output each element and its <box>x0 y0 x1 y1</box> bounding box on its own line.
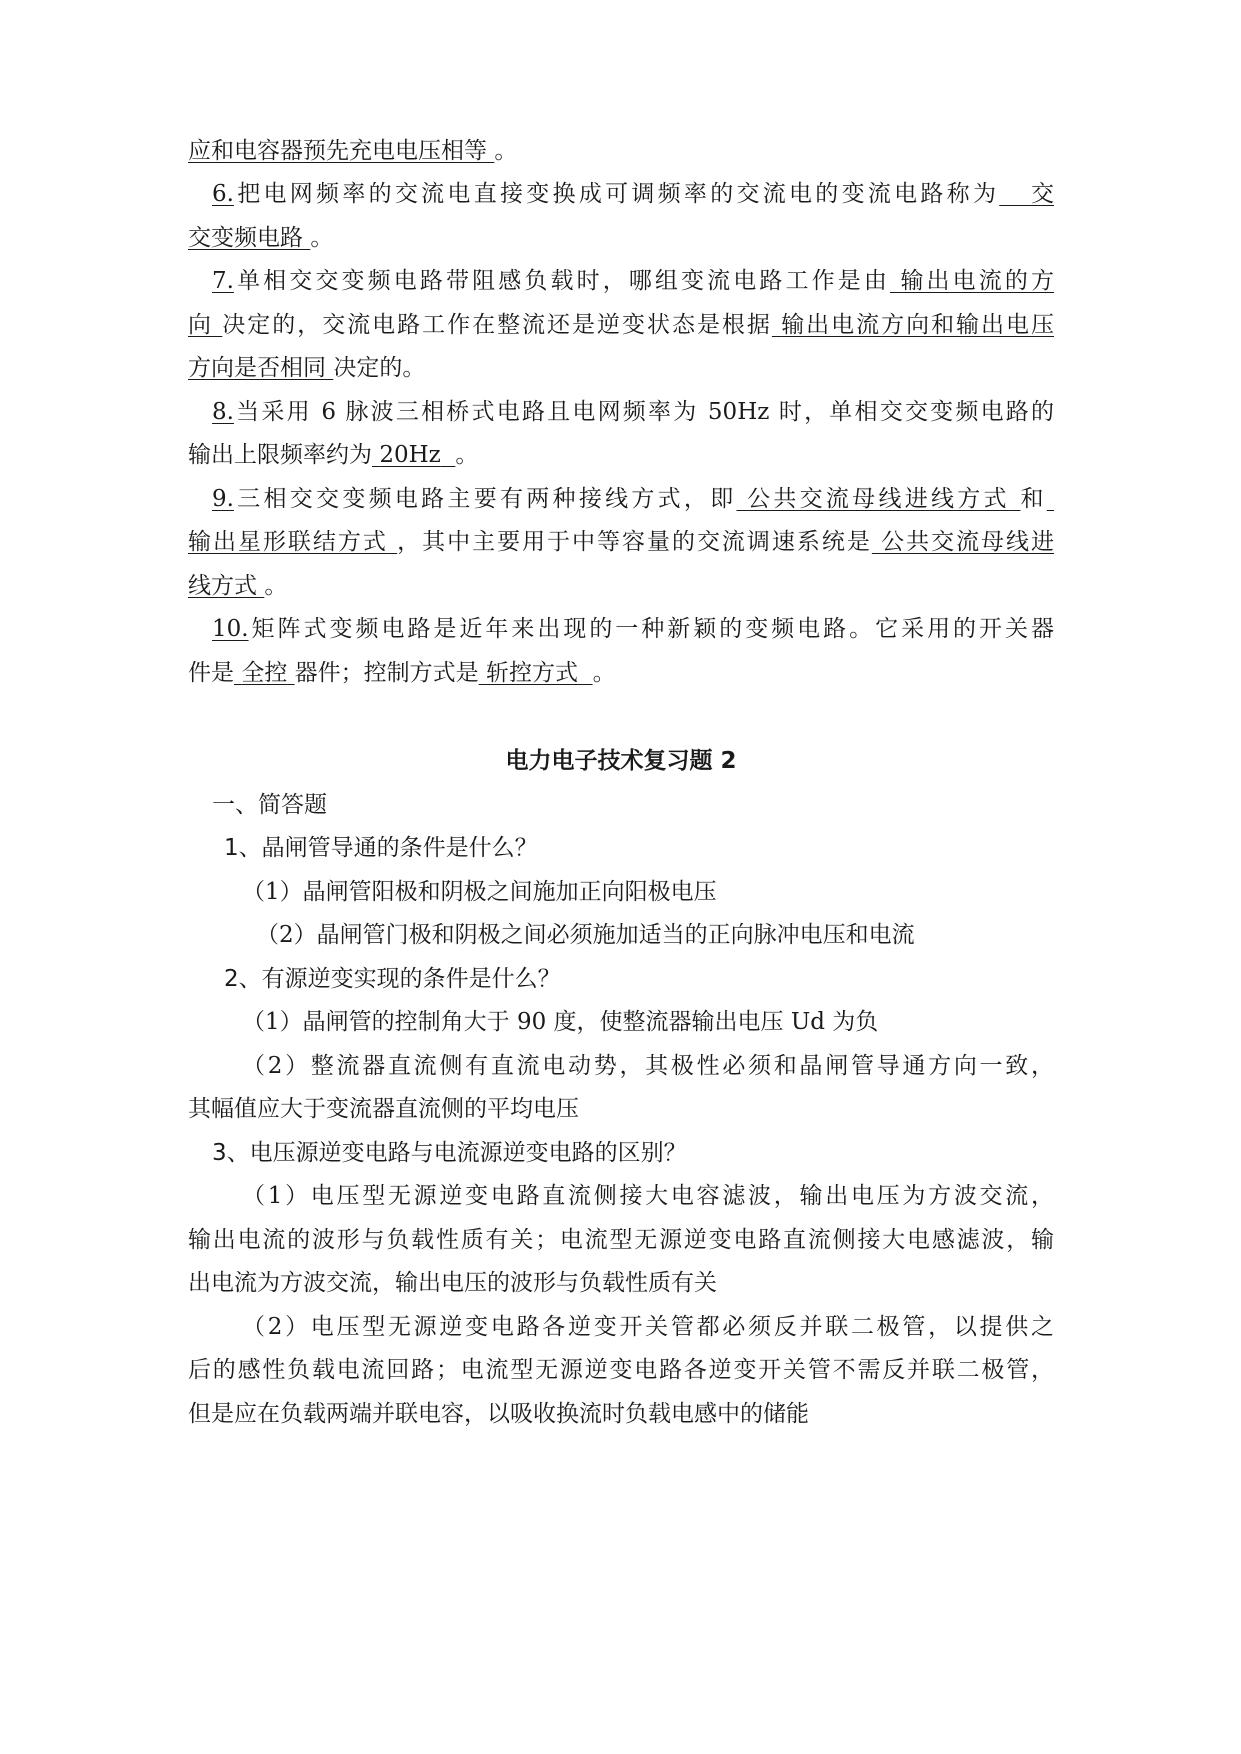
q1-question: 1、晶闸管导通的条件是什么？ <box>224 835 538 861</box>
q9-line-3: 线方式 。 <box>188 573 288 599</box>
q9-answer-2: 输出星形联结方式 <box>188 529 388 555</box>
q6-answer: 交 <box>1031 181 1054 207</box>
q10-line-1: 10.矩阵式变频电路是近年来出现的一种新颖的变频电路。它采用的开关器 <box>212 616 1054 642</box>
q2-question: 2、有源逆变实现的条件是什么？ <box>224 966 561 992</box>
section-heading: 一、简答题 <box>212 792 327 818</box>
q6-answer-cont: 交变频电路 <box>188 225 303 251</box>
q3-answer-2-line-2: 后的感性负载电流回路；电流型无源逆变电路各逆变开关管不需反并联二极管， <box>188 1357 1054 1383</box>
q6-number: 6. <box>212 181 234 207</box>
q2-answer-1: （1）晶闸管的控制角大于 90 度，使整流器输出电压 Ud 为负 <box>242 1009 879 1035</box>
q9-answer-3: 公共交流母线进 <box>881 529 1055 555</box>
q10-answer-1: 全控 <box>241 660 288 686</box>
q3-question: 3、电压源逆变电路与电流源逆变电路的区别？ <box>212 1140 687 1166</box>
q9-line-1: 9.三相交交变频电路主要有两种接线方式，即 公共交流母线进线方式 和 <box>212 486 1047 512</box>
q7-answer-2: 输出电流方向和输出电压 <box>781 312 1055 338</box>
q7-answer-1-cont: 向 <box>188 312 213 338</box>
q9-answer-3-cont: 线方式 <box>188 573 257 599</box>
q8-line-2: 输出上限频率约为 20Hz 。 <box>188 442 479 468</box>
q5-answer-end: 应和电容器预先充电电压相等 <box>188 138 487 164</box>
q10-answer-2: 斩控方式 <box>485 660 578 686</box>
q7-line-3: 方向是否相同 决定的。 <box>188 355 426 381</box>
q3-answer-1-line-1: （1）电压型无源逆变电路直流侧接大电容滤波，输出电压为方波交流， <box>242 1183 1054 1209</box>
q10-line-2: 件是 全控 器件；控制方式是 斩控方式 。 <box>188 660 616 686</box>
q7-line-1: 7.单相交交变频电路带阻感负载时，哪组变流电路工作是由 输出电流的方 <box>212 268 1055 294</box>
q9-line-2: 输出星形联结方式 ，其中主要用于中等容量的交流调速系统是 公共交流母线进 <box>188 529 1055 555</box>
q9-number: 9. <box>212 486 234 512</box>
q3-answer-1-line-3: 出电流为方波交流，输出电压的波形与负载性质有关 <box>188 1270 717 1296</box>
q1-answer-1: （1）晶闸管阳极和阴极之间施加正向阳极电压 <box>242 879 717 905</box>
q7-line-2: 向 决定的，交流电路工作在整流还是逆变状态是根据 输出电流方向和输出电压 <box>188 312 1055 338</box>
q2-answer-2-line-2: 其幅值应大于变流器直流侧的平均电压 <box>188 1096 579 1122</box>
q6-line-1: 6.把电网频率的交流电直接变换成可调频率的交流电的变流电路称为 交 <box>212 181 1054 207</box>
q7-answer-2-cont: 方向是否相同 <box>188 355 326 381</box>
q8-number: 8. <box>212 399 234 425</box>
q8-answer: 20Hz <box>379 442 441 468</box>
q7-answer-1: 输出电流的方 <box>900 268 1055 294</box>
q6-line-2: 交变频电路 。 <box>188 225 334 251</box>
q7-number: 7. <box>212 268 234 294</box>
q3-answer-2-line-3: 但是应在负载两端并联电容，以吸收换流时负载电感中的储能 <box>188 1401 809 1427</box>
q3-answer-1-line-2: 输出电流的波形与负载性质有关；电流型无源逆变电路直流侧接大电感滤波，输 <box>188 1227 1054 1253</box>
q10-number: 10. <box>212 616 249 642</box>
q3-answer-2-line-1: （2）电压型无源逆变电路各逆变开关管都必须反并联二极管，以提供之 <box>242 1314 1054 1340</box>
q8-line-1: 8.当采用 6 脉波三相桥式电路且电网频率为 50Hz 时，单相交交变频电路的 <box>212 399 1054 425</box>
q1-answer-2: （2）晶闸管门极和阴极之间必须施加适当的正向脉冲电压和电流 <box>256 922 915 948</box>
q2-answer-2-line-1: （2）整流器直流侧有直流电动势，其极性必须和晶闸管导通方向一致， <box>242 1053 1054 1079</box>
section-title: 电力电子技术复习题 2 <box>505 748 737 774</box>
q9-answer-1: 公共交流母线进线方式 <box>747 486 1010 512</box>
q5-tail-line: 应和电容器预先充电电压相等 。 <box>188 138 518 164</box>
